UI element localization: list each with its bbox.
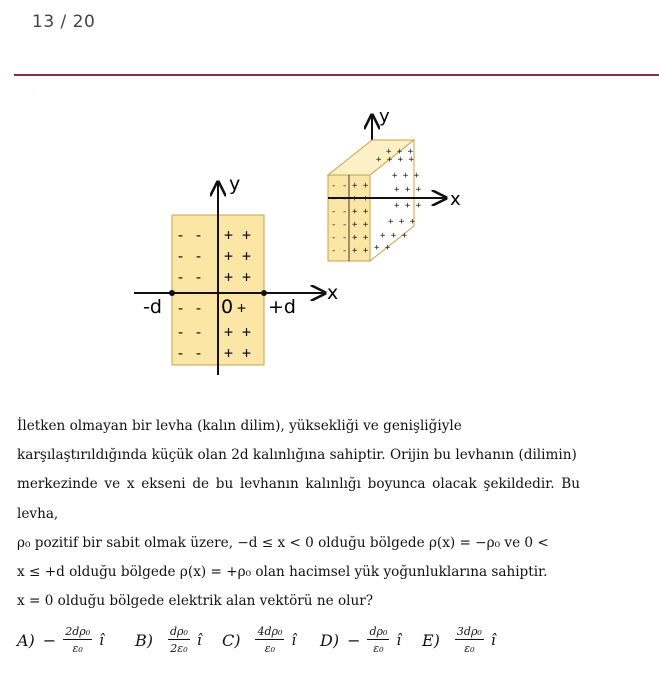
- slab-3d-plus: + +: [352, 207, 369, 217]
- question-text: [17, 412, 580, 616]
- option-c[interactable]: [222, 620, 296, 660]
- option-a[interactable]: [17, 620, 104, 660]
- fraction-denominator: 2ε₀: [170, 642, 188, 655]
- fraction-denominator: ε₀: [373, 642, 384, 655]
- option-fraction: [255, 625, 284, 655]
- slab-3d-plus: + +: [352, 233, 369, 243]
- slab-3d-minus: - -: [331, 207, 348, 217]
- question-line: x ≤ +d olduğu bölgede ρ(x) = +ρ₀ olan hacimsel yük yoğunluklarına sahiptir.: [17, 564, 548, 581]
- option-sign: −: [347, 630, 361, 650]
- slab-3d-plus: + +: [352, 220, 369, 230]
- fraction-numerator: 4dρ₀: [257, 625, 283, 638]
- slab-2d-origin-label: 0: [221, 296, 234, 318]
- minus-row: - -: [176, 268, 204, 286]
- plus-row: + +: [224, 247, 252, 265]
- slab-3d-minus: - -: [331, 233, 348, 243]
- option-sign: −: [42, 630, 57, 650]
- plus-row: + +: [224, 226, 252, 244]
- option-b[interactable]: [135, 620, 202, 660]
- unit-vector: î: [196, 631, 202, 649]
- slab-2d-left-boundary-dot: [169, 290, 175, 296]
- slab-3d-plus: + + +: [380, 231, 408, 241]
- fraction-numerator: dρ₀: [369, 625, 388, 638]
- page-counter: 13 / 20: [32, 12, 96, 32]
- answer-options: [17, 620, 637, 660]
- slab-diagram: [0, 100, 659, 390]
- fraction-numerator: 2dρ₀: [65, 625, 91, 638]
- slab-3d-minus: - -: [331, 246, 348, 256]
- question-line: merkezinde ve x ekseni de bu levhanın kalınlığı boyunca olacak şekildedir. Bu levha,: [17, 476, 580, 522]
- slab-2d-left-label: -d: [143, 296, 162, 318]
- minus-row: - -: [176, 323, 204, 341]
- unit-vector: î: [396, 631, 402, 649]
- option-fraction: [63, 625, 92, 655]
- option-fraction: [367, 625, 389, 655]
- slab-2d-right-boundary-dot: [261, 290, 267, 296]
- option-e[interactable]: [422, 620, 496, 660]
- slab-2d-y-label: y: [229, 173, 241, 195]
- plus-row: + +: [224, 268, 252, 286]
- unit-vector: î: [490, 631, 496, 649]
- slab-3d-minus: - -: [331, 181, 348, 191]
- fraction-denominator: ε₀: [264, 642, 276, 655]
- question-line: karşılaştırıldığında küçük olan 2d kalınlığına sahiptir. Orijin bu levhanın (dilimin): [17, 447, 577, 464]
- slab-2d-x-label: x: [327, 282, 339, 304]
- slab-2d: [134, 173, 338, 375]
- plus-row: + +: [224, 323, 252, 341]
- fraction-denominator: ε₀: [72, 642, 83, 655]
- slab-3d-plus: + + +: [392, 171, 420, 181]
- slab-3d-plus: + + +: [394, 185, 422, 195]
- fraction-numerator: 3dρ₀: [456, 625, 482, 638]
- unit-vector: î: [99, 631, 104, 649]
- slab-3d-plus: + + + +: [376, 155, 414, 165]
- slab-3d-plus: + +: [352, 246, 369, 256]
- slab-3d-plus: + +: [352, 194, 369, 204]
- unit-vector: î: [291, 631, 297, 649]
- decorative-dot: ·: [33, 90, 35, 97]
- slab-3d-plus: + + +: [394, 201, 422, 211]
- fraction-numerator: dρ₀: [170, 625, 188, 638]
- option-d[interactable]: [320, 620, 401, 660]
- slab-3d-plus: + + +: [386, 147, 414, 157]
- plus-row: +: [237, 299, 247, 317]
- slab-3d-y-label: y: [379, 106, 390, 127]
- option-fraction: [168, 625, 190, 655]
- question-line: ρ₀ pozitif bir sabit olmak üzere, −d ≤ x < 0 olduğu bölgede ρ(x) = −ρ₀ ve 0 <: [17, 534, 549, 551]
- option-label: A): [17, 630, 35, 650]
- fraction-denominator: ε₀: [464, 642, 475, 655]
- slab-3d: [328, 106, 461, 261]
- slab-2d-right-label: +d: [268, 296, 296, 318]
- option-label: D): [320, 630, 340, 650]
- option-fraction: [455, 625, 484, 655]
- minus-row: - -: [176, 247, 204, 265]
- option-label: E): [422, 630, 440, 650]
- slab-3d-plus: + +: [352, 181, 369, 191]
- slab-3d-plus: + +: [374, 243, 391, 253]
- slab-3d-x-label: x: [450, 189, 461, 210]
- slab-3d-minus: - -: [331, 220, 348, 230]
- header-divider: [14, 74, 659, 76]
- option-label: C): [222, 630, 241, 650]
- plus-row: + +: [224, 344, 252, 362]
- question-line: x = 0 olduğu bölgede elektrik alan vektörü ne olur?: [17, 593, 374, 610]
- slab-3d-plus: + + +: [388, 217, 416, 227]
- slab-3d-minus: - -: [331, 194, 348, 204]
- minus-row: - -: [176, 299, 204, 317]
- question-line: İletken olmayan bir levha (kalın dilim), yüksekliği ve genişliğiyle: [17, 418, 462, 434]
- option-label: B): [135, 630, 153, 650]
- minus-row: - -: [176, 344, 204, 362]
- minus-row: - -: [176, 226, 204, 244]
